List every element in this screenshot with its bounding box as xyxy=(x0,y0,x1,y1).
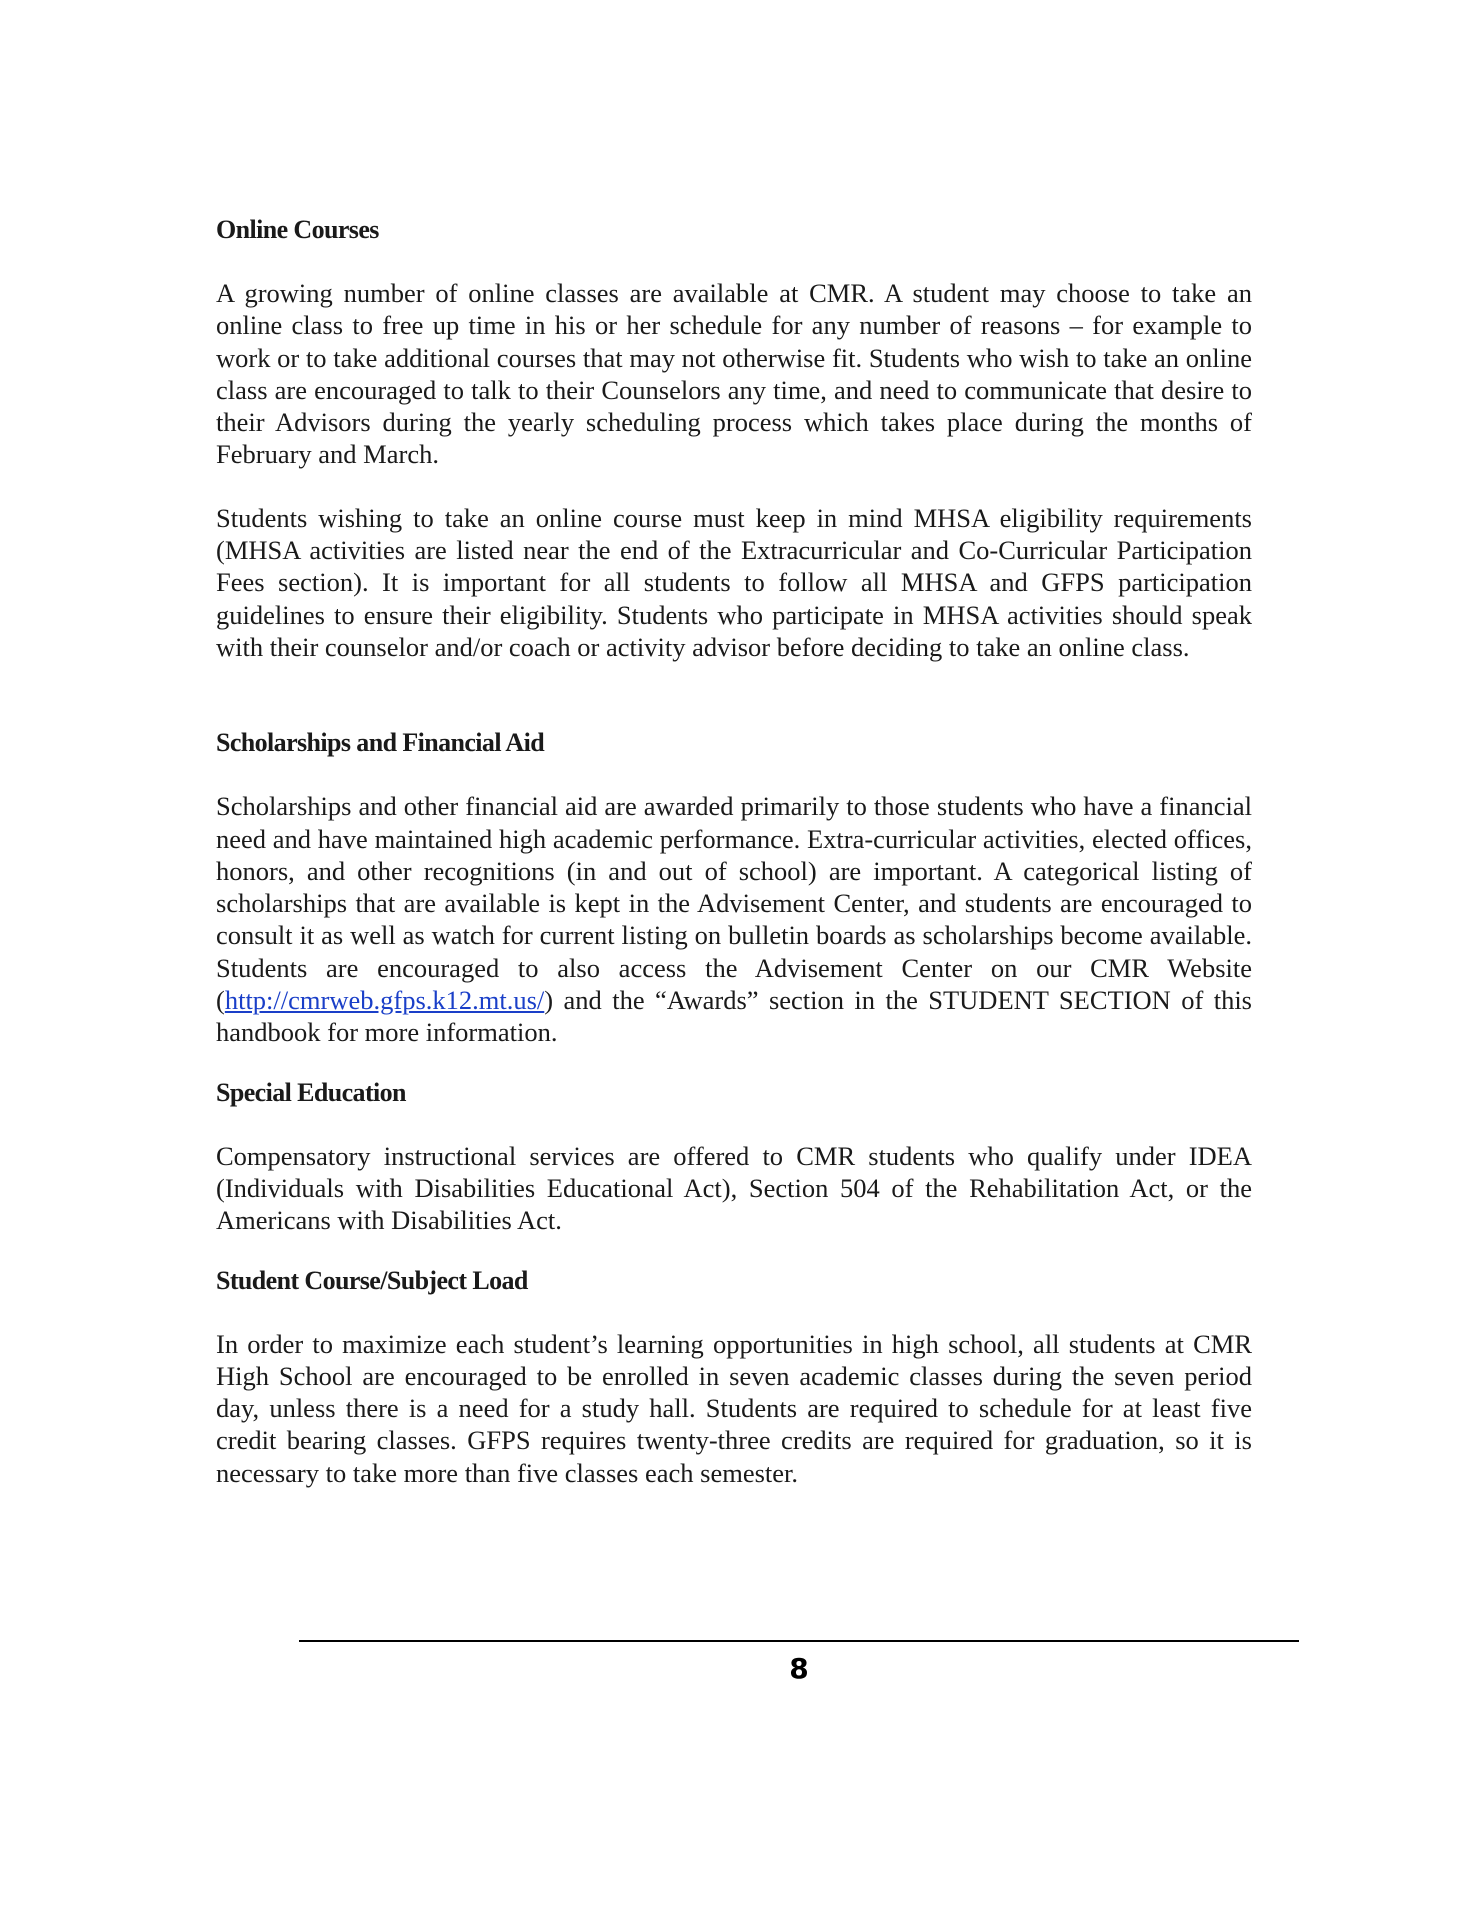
course-load-paragraph: In order to maximize each student’s learning opportunities in high school, all students at CMR High School are encouraged to be enrolled in seven academic classes during the seven period day, unless there is a need for a study hall. Students are required to schedule for at least five credit bearing classes. GFPS requires twenty-three credits are required for graduation, so it is necessary to take more than five classes each semester. xyxy=(216,1328,1252,1488)
scholarships-text-before-link: Scholarships and other financial aid are awarded primarily to those students who have a financial need and have maintained high academic performance. Extra-curricular activities, elected offices, honors, and other recognitions (in and out of school) are important. A categorical listing of scholarships that are available is kept in the Advisement Center, and students are encouraged to consult it as well as watch for current listing on bulletin boards as scholarships become available. Students are encouraged to also access the Advisement Center on our CMR Website ( xyxy=(216,791,1252,1016)
page-number: 8 xyxy=(789,1652,809,1685)
heading-online-courses: Online Courses xyxy=(216,215,379,244)
online-courses-paragraph-1: A growing number of online classes are available at CMR. A student may choose to take an online class to free up time in his or her schedule for any number of reasons – for example to work or to take additional courses that may not otherwise fit. Students who wish to take an online class are encouraged to talk to their Counselors any time, and need to communicate that desire to their Advisors during the yearly scheduling process which takes place during the months of February and March. xyxy=(216,278,1252,470)
heading-course-load: Student Course/Subject Load xyxy=(216,1265,528,1295)
footer-divider xyxy=(299,1640,1299,1642)
special-education-paragraph: Compensatory instructional services are offered to CMR students who qualify under IDEA (Individuals with Disabilities Educational Act), Section 504 of the Rehabilitation Act, or the Americans with Disabilities Act. xyxy=(216,1140,1252,1236)
page-content xyxy=(216,214,1252,1489)
heading-special-education: Special Education xyxy=(216,1077,406,1107)
scholarships-paragraph xyxy=(216,790,1252,1048)
cmr-website-link[interactable]: http://cmrweb.gfps.k12.mt.us/ xyxy=(224,985,545,1016)
heading-scholarships: Scholarships and Financial Aid xyxy=(216,728,545,758)
online-courses-paragraph-2: Students wishing to take an online course must keep in mind MHSA eligibility requirements (MHSA activities are listed near the end of the Extracurricular and Co-Curricular Participation Fees section). It is important for all students to follow all MHSA and GFPS participation guidelines to ensure their eligibility. Students who participate in MHSA activities should speak with their counselor and/or coach or activity advisor before deciding to take an online class. xyxy=(216,502,1252,662)
scholarships-text-after-link: ) and the “Awards” section in the STUDENT SECTION of this handbook for more information. xyxy=(216,985,1252,1048)
